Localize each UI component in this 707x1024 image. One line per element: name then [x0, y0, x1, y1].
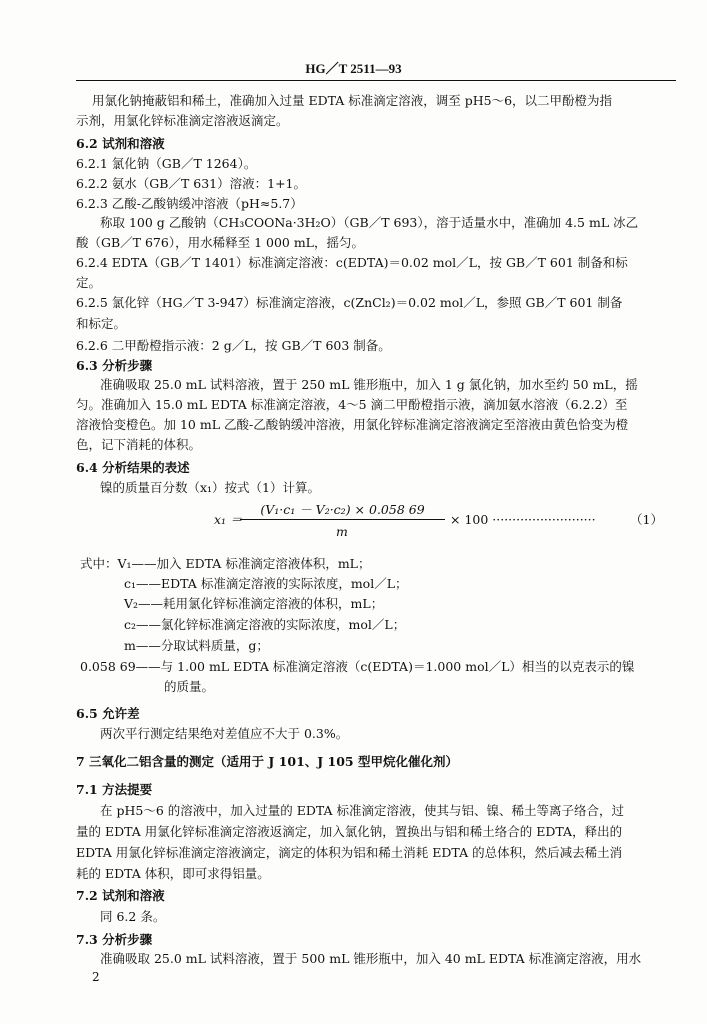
definition-line: 的质量。 — [164, 679, 215, 694]
text-line: 溶液恰变橙色。加 10 mL 乙酸-乙酸钠缓冲溶液，用氯化锌标准滴定溶液滴定至溶液由黄色恰变为橙 — [76, 417, 629, 432]
text-line: 镍的质量百分数（x₁）按式（1）计算。 — [100, 480, 321, 495]
definition-line: c₁——EDTA 标准滴定溶液的实际浓度，mol／L； — [124, 576, 408, 591]
definition-line: c₂——氯化锌标准滴定溶液的实际浓度，mol／L； — [124, 617, 406, 632]
text-line: 称取 100 g 乙酸钠（CH₃COONa·3H₂O）（GB／T 693），溶于适量水中，准确加 4.5 mL 冰乙 — [100, 215, 639, 230]
section-heading: 7.2 试剂和溶液 — [76, 888, 165, 903]
section-heading: 7.3 分析步骤 — [76, 932, 153, 947]
text-line: 6.2.5 氯化锌（HG／T 3-947）标准滴定溶液，c(ZnCl₂)＝0.02 mol／L，参照 GB／T 601 制备 — [76, 295, 623, 310]
text-line: 6.2.2 氨水（GB／T 631）溶液：1+1。 — [76, 176, 306, 191]
text-line: 两次平行测定结果绝对差值应不大于 0.3%。 — [100, 726, 349, 741]
page-number: 2 — [92, 970, 100, 984]
text-line: 匀。准确加入 15.0 mL EDTA 标准滴定溶液，4～5 滴二甲酚橙指示液，滴加氨水溶液（6.2.2）至 — [76, 397, 628, 412]
text-line: 6.2.6 二甲酚橙指示液：2 g／L，按 GB／T 603 制备。 — [76, 338, 391, 353]
section-heading: 7.1 方法提要 — [76, 782, 153, 797]
header-rule — [76, 80, 676, 81]
formula-denominator: m — [336, 524, 348, 539]
text-line: 准确吸取 25.0 mL 试料溶液，置于 500 mL 锥形瓶中，加入 40 mL EDTA 标准滴定溶液，用水 — [100, 951, 642, 966]
text-line: 酸（GB／T 676），用水稀释至 1 000 mL，摇匀。 — [76, 235, 364, 250]
definition-line: 0.058 69——与 1.00 mL EDTA 标准滴定溶液（c(EDTA)＝1.000 mol／L）相当的以克表示的镍 — [80, 659, 635, 674]
text-line: 同 6.2 条。 — [100, 909, 166, 924]
definition-line: 式中：V₁——加入 EDTA 标准滴定溶液体积，mL； — [80, 556, 371, 571]
section-heading: 6.5 允许差 — [76, 706, 140, 721]
definition-line: m——分取试料质量，g； — [124, 638, 269, 653]
text-line: 和标定。 — [76, 316, 127, 331]
chapter-heading: 7 三氧化二铝含量的测定（适用于 J 101、J 105 型甲烷化催化剂） — [76, 754, 458, 769]
text-line: 色，记下消耗的体积。 — [76, 437, 202, 452]
formula-numerator: (V₁·c₁ － V₂·c₂) × 0.058 69 — [260, 502, 425, 517]
formula-tail: × 100 ·························· — [450, 512, 596, 527]
text-line: 量的 EDTA 用氯化锌标准滴定溶液返滴定，加入氯化钠，置换出与铝和稀土络合的 EDTA，释出的 — [76, 824, 623, 839]
formula-lhs: x₁ ＝ — [214, 512, 243, 527]
text-line: 耗的 EDTA 体积，即可求得铝量。 — [76, 866, 270, 881]
text-line: 6.2.1 氯化钠（GB／T 1264）。 — [76, 156, 257, 171]
text-line: 用氯化钠掩蔽铝和稀土，准确加入过量 EDTA 标准滴定溶液，调至 pH5～6，以二甲酚橙为指 — [92, 93, 613, 108]
text-line: EDTA 用氯化锌标准滴定溶液滴定，滴定的体积为铝和稀土消耗 EDTA 的总体积，然后减去稀土消 — [76, 845, 623, 860]
text-line: 定。 — [76, 275, 102, 290]
definition-line: V₂——耗用氯化锌标准滴定溶液的体积，mL； — [124, 596, 384, 611]
text-line: 6.2.4 EDTA（GB／T 1401）标准滴定溶液：c(EDTA)＝0.02 mol／L，按 GB／T 601 制备和标 — [76, 255, 628, 270]
text-line: 准确吸取 25.0 mL 试料溶液，置于 250 mL 锥形瓶中，加入 1 g 氯化钠，加水至约 50 mL，摇 — [100, 377, 638, 392]
document-code-header: HG／T 2511—93 — [305, 61, 402, 76]
equation-number: （1） — [630, 512, 663, 527]
text-line: 在 pH5～6 的溶液中，加入过量的 EDTA 标准滴定溶液，使其与铝、镍、稀土等离子络合，过 — [100, 803, 625, 818]
text-line: 6.2.3 乙酸-乙酸钠缓冲溶液（pH≈5.7） — [76, 196, 303, 211]
text-line: 示剂，用氯化锌标准滴定溶液返滴定。 — [76, 113, 289, 128]
section-heading: 6.2 试剂和溶液 — [76, 136, 165, 151]
section-heading: 6.3 分析步骤 — [76, 358, 153, 373]
section-heading: 6.4 分析结果的表述 — [76, 460, 190, 475]
fraction-bar — [240, 519, 445, 520]
